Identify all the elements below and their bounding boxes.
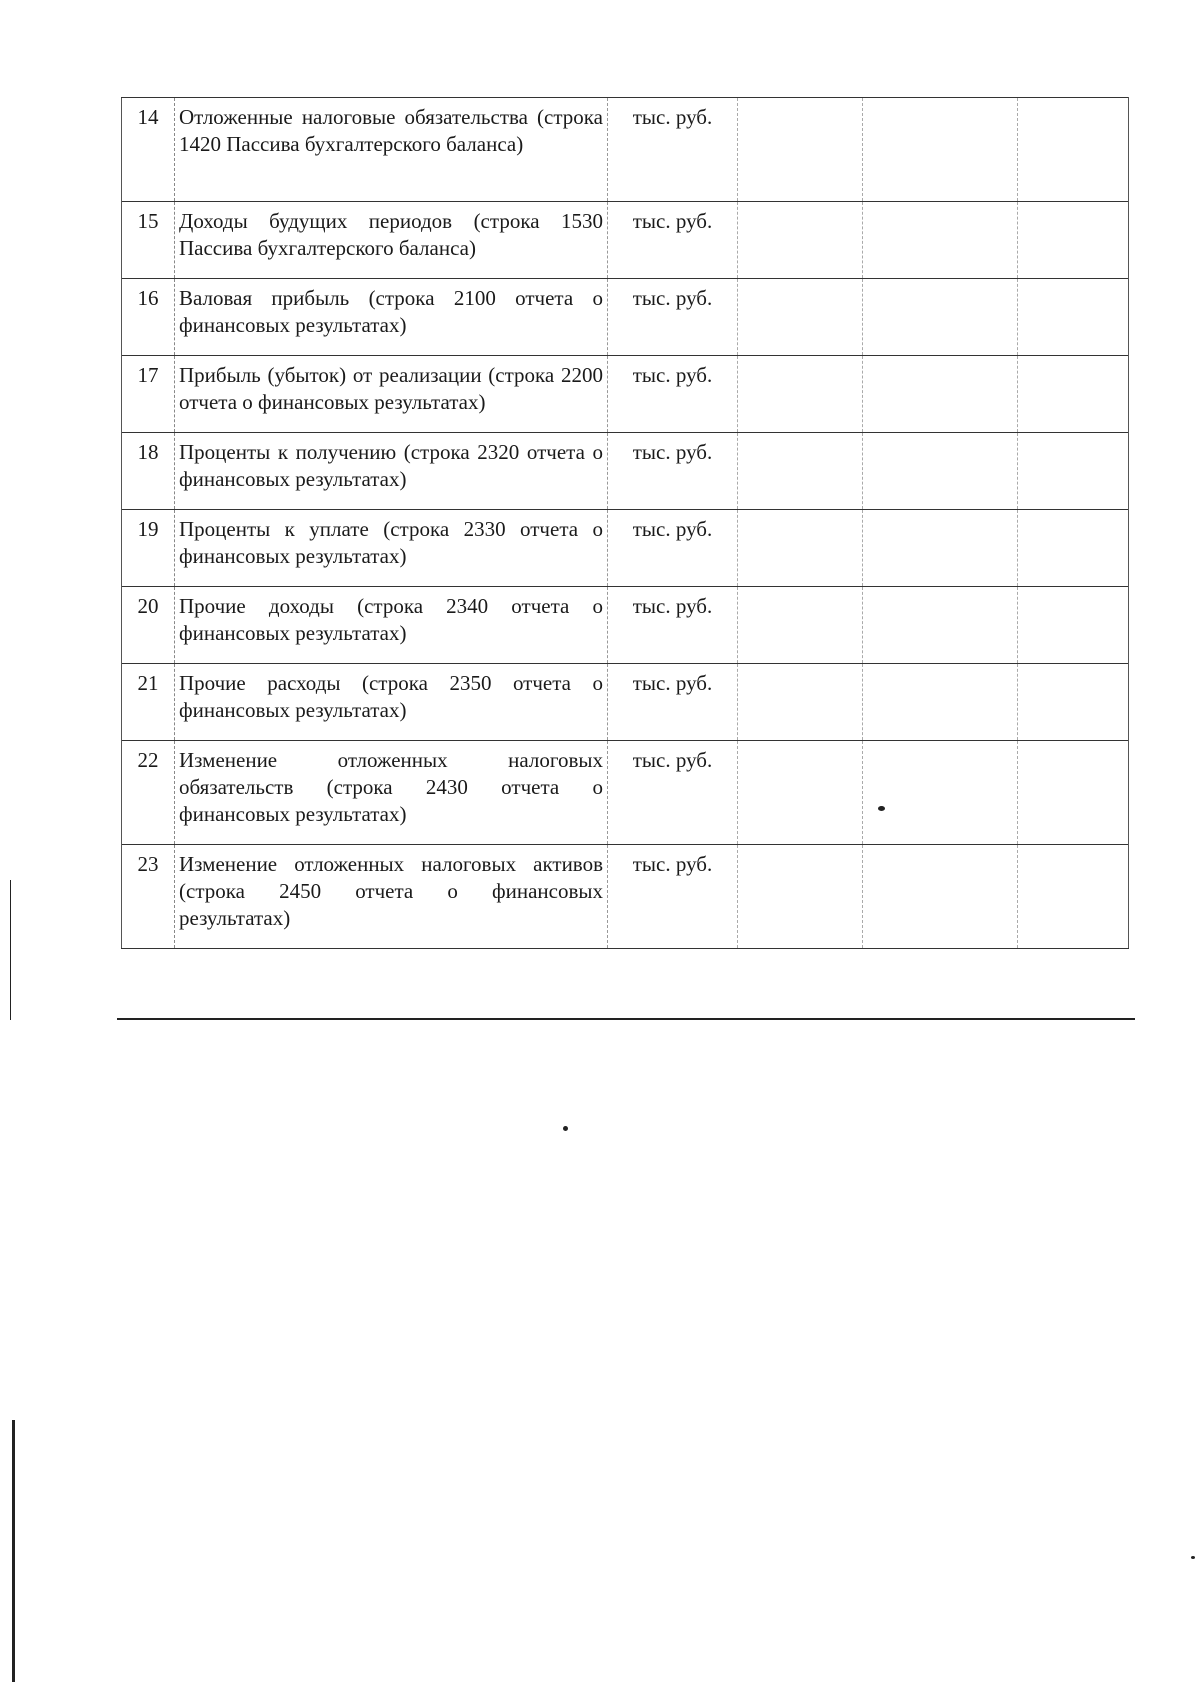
row-unit: тыс. руб. xyxy=(608,433,738,510)
scan-margin-mark xyxy=(12,1420,15,1682)
row-number: 16 xyxy=(122,279,175,356)
value-cell xyxy=(1018,98,1129,202)
row-unit: тыс. руб. xyxy=(608,510,738,587)
row-unit: тыс. руб. xyxy=(608,279,738,356)
value-cell xyxy=(863,845,1018,949)
value-cell xyxy=(863,587,1018,664)
value-cell xyxy=(1018,664,1129,741)
value-cell xyxy=(863,664,1018,741)
row-description: Прочие доходы (строка 2340 отчета о финансовых результатах) xyxy=(175,587,608,664)
row-description: Проценты к уплате (строка 2330 отчета о финансовых результатах) xyxy=(175,510,608,587)
row-unit: тыс. руб. xyxy=(608,664,738,741)
scan-margin-mark xyxy=(10,880,11,1020)
value-cell xyxy=(738,202,863,279)
row-description: Отложенные налоговые обязательства (строка 1420 Пассива бухгалтерского баланса) xyxy=(175,98,608,202)
row-unit: тыс. руб. xyxy=(608,845,738,949)
row-description: Проценты к получению (строка 2320 отчета о финансовых результатах) xyxy=(175,433,608,510)
value-cell xyxy=(738,279,863,356)
value-cell xyxy=(1018,741,1129,845)
row-description: Прибыль (убыток) от реализации (строка 2200 отчета о финансовых результатах) xyxy=(175,356,608,433)
table-row xyxy=(122,664,1129,741)
row-unit: тыс. руб. xyxy=(608,356,738,433)
value-cell xyxy=(738,741,863,845)
row-description: Валовая прибыль (строка 2100 отчета о финансовых результатах) xyxy=(175,279,608,356)
row-unit: тыс. руб. xyxy=(608,98,738,202)
row-number: 14 xyxy=(122,98,175,202)
value-cell xyxy=(1018,202,1129,279)
row-unit: тыс. руб. xyxy=(608,587,738,664)
value-cell xyxy=(863,356,1018,433)
row-description: Прочие расходы (строка 2350 отчета о финансовых результатах) xyxy=(175,664,608,741)
table-row xyxy=(122,433,1129,510)
scan-speck xyxy=(563,1126,568,1131)
table-row xyxy=(122,356,1129,433)
value-cell xyxy=(738,98,863,202)
table-row xyxy=(122,279,1129,356)
row-number: 17 xyxy=(122,356,175,433)
row-unit: тыс. руб. xyxy=(608,202,738,279)
row-unit: тыс. руб. xyxy=(608,741,738,845)
row-description: Изменение отложенных налоговых активов (строка 2450 отчета о финансовых результатах) xyxy=(175,845,608,949)
row-description: Доходы будущих периодов (строка 1530 Пассива бухгалтерского баланса) xyxy=(175,202,608,279)
value-cell xyxy=(863,98,1018,202)
row-number: 21 xyxy=(122,664,175,741)
table-row xyxy=(122,587,1129,664)
value-cell xyxy=(738,433,863,510)
value-cell xyxy=(1018,356,1129,433)
table-row xyxy=(122,741,1129,845)
row-number: 22 xyxy=(122,741,175,845)
value-cell xyxy=(738,356,863,433)
table-row xyxy=(122,98,1129,202)
value-cell xyxy=(1018,279,1129,356)
value-cell xyxy=(1018,433,1129,510)
value-cell xyxy=(863,741,1018,845)
scan-speck xyxy=(878,806,885,811)
table-row xyxy=(122,845,1129,949)
value-cell xyxy=(1018,845,1129,949)
value-cell xyxy=(1018,587,1129,664)
value-cell xyxy=(863,433,1018,510)
row-number: 19 xyxy=(122,510,175,587)
scan-speck xyxy=(1191,1556,1195,1559)
table-row xyxy=(122,510,1129,587)
value-cell xyxy=(863,279,1018,356)
row-number: 20 xyxy=(122,587,175,664)
value-cell xyxy=(1018,510,1129,587)
row-number: 18 xyxy=(122,433,175,510)
value-cell xyxy=(738,664,863,741)
indicators-table xyxy=(121,97,1129,949)
value-cell xyxy=(738,587,863,664)
separator-line xyxy=(117,1018,1135,1020)
value-cell xyxy=(863,202,1018,279)
value-cell xyxy=(863,510,1018,587)
row-number: 15 xyxy=(122,202,175,279)
row-description: Изменение отложенных налоговых обязательств (строка 2430 отчета о финансовых результатах) xyxy=(175,741,608,845)
table-row xyxy=(122,202,1129,279)
value-cell xyxy=(738,510,863,587)
value-cell xyxy=(738,845,863,949)
row-number: 23 xyxy=(122,845,175,949)
